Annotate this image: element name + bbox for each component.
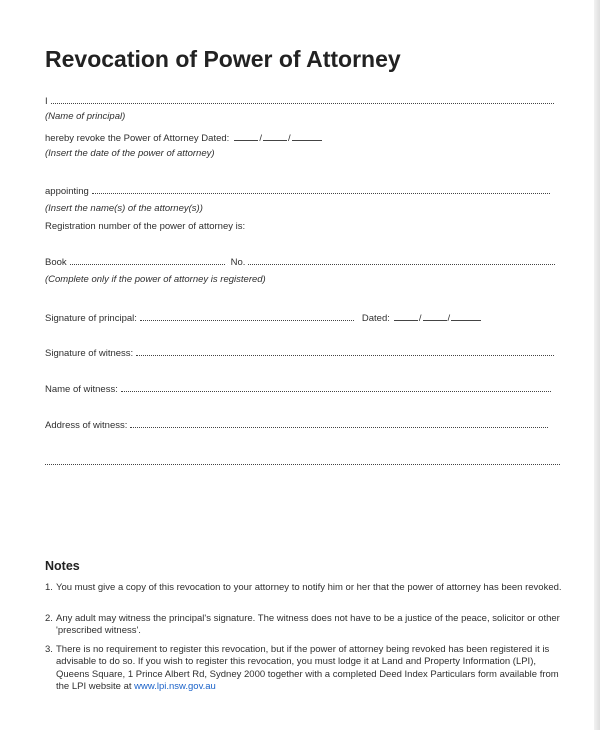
address-witness-row-2 bbox=[45, 455, 560, 465]
note-item bbox=[45, 582, 565, 594]
signature-witness-field[interactable] bbox=[136, 346, 554, 356]
registration-label: Registration number of the power of attorney is: bbox=[45, 221, 246, 232]
date-hint: (Insert the date of the power of attorney) bbox=[45, 148, 215, 159]
book-field[interactable] bbox=[70, 255, 225, 265]
signed-year-field[interactable] bbox=[451, 311, 481, 321]
note-text-container bbox=[56, 644, 565, 694]
principal-name-field[interactable] bbox=[51, 94, 554, 104]
attorney-name-field[interactable] bbox=[92, 184, 550, 194]
attorney-hint: (Insert the name(s) of the attorney(s)) bbox=[45, 203, 203, 214]
name-witness-row bbox=[45, 382, 551, 396]
address-witness-field[interactable] bbox=[130, 418, 548, 428]
no-label: No. bbox=[230, 257, 246, 268]
note-number: 2. bbox=[45, 613, 53, 624]
principal-name-row bbox=[45, 94, 554, 108]
address-witness-field-2[interactable] bbox=[45, 455, 560, 465]
note-item bbox=[45, 644, 565, 694]
note-text: You must give a copy of this revocation to your attorney to notify him or her that the power of attorney has been revoked. bbox=[56, 582, 562, 593]
appointing-label: appointing bbox=[45, 186, 89, 197]
document-title: Revocation of Power of Attorney bbox=[45, 46, 401, 72]
note-number: 1. bbox=[45, 582, 53, 593]
book-label: Book bbox=[45, 257, 67, 268]
name-witness-label: Name of witness: bbox=[45, 384, 118, 395]
registered-hint: (Complete only if the power of attorney is registered) bbox=[45, 274, 266, 285]
book-row bbox=[45, 255, 555, 269]
signature-principal-label: Signature of principal: bbox=[45, 313, 137, 324]
address-witness-label: Address of witness: bbox=[45, 420, 128, 431]
dated-label: Dated: bbox=[361, 313, 390, 324]
note-text: Any adult may witness the principal's signature. The witness does not have to be a justice of the peace, solicitor or other 'prescribed witness'. bbox=[56, 613, 560, 637]
no-field[interactable] bbox=[248, 255, 555, 265]
signed-day-field[interactable] bbox=[394, 311, 418, 321]
signature-witness-row bbox=[45, 346, 554, 360]
signature-principal-field[interactable] bbox=[140, 311, 354, 321]
date-month-field[interactable] bbox=[263, 131, 287, 141]
principal-hint: (Name of principal) bbox=[45, 111, 126, 122]
name-witness-field[interactable] bbox=[121, 382, 551, 392]
note-number: 3. bbox=[45, 644, 53, 655]
address-witness-row bbox=[45, 418, 548, 432]
date-year-field[interactable] bbox=[292, 131, 322, 141]
note-text: There is no requirement to register this revocation, but if the power of attorney being revoked has been registered it is advisable to do so. If you wish to register this revocation, you must lodge it at Land and Property Information (LPI), Queens Square, 1 Prince Albert Rd, Sydney 2000 together with a completed Deed Index Particulars form available from the LPI website at bbox=[56, 644, 559, 693]
i-label: I bbox=[45, 96, 48, 107]
note-item bbox=[45, 613, 565, 638]
date-day-field[interactable] bbox=[234, 131, 258, 141]
signature-principal-row: Signature of principal: Dated: / / bbox=[45, 311, 481, 325]
lpi-website-link[interactable]: www.lpi.nsw.gov.au bbox=[134, 681, 216, 693]
signature-witness-label: Signature of witness: bbox=[45, 348, 134, 359]
signed-month-field[interactable] bbox=[423, 311, 447, 321]
revoke-label: hereby revoke the Power of Attorney Dated: bbox=[45, 133, 230, 144]
notes-heading: Notes bbox=[45, 559, 80, 573]
revoke-row: hereby revoke the Power of Attorney Dated: / / bbox=[45, 131, 322, 145]
appointing-row bbox=[45, 184, 550, 198]
page-edge-shadow bbox=[594, 0, 600, 730]
